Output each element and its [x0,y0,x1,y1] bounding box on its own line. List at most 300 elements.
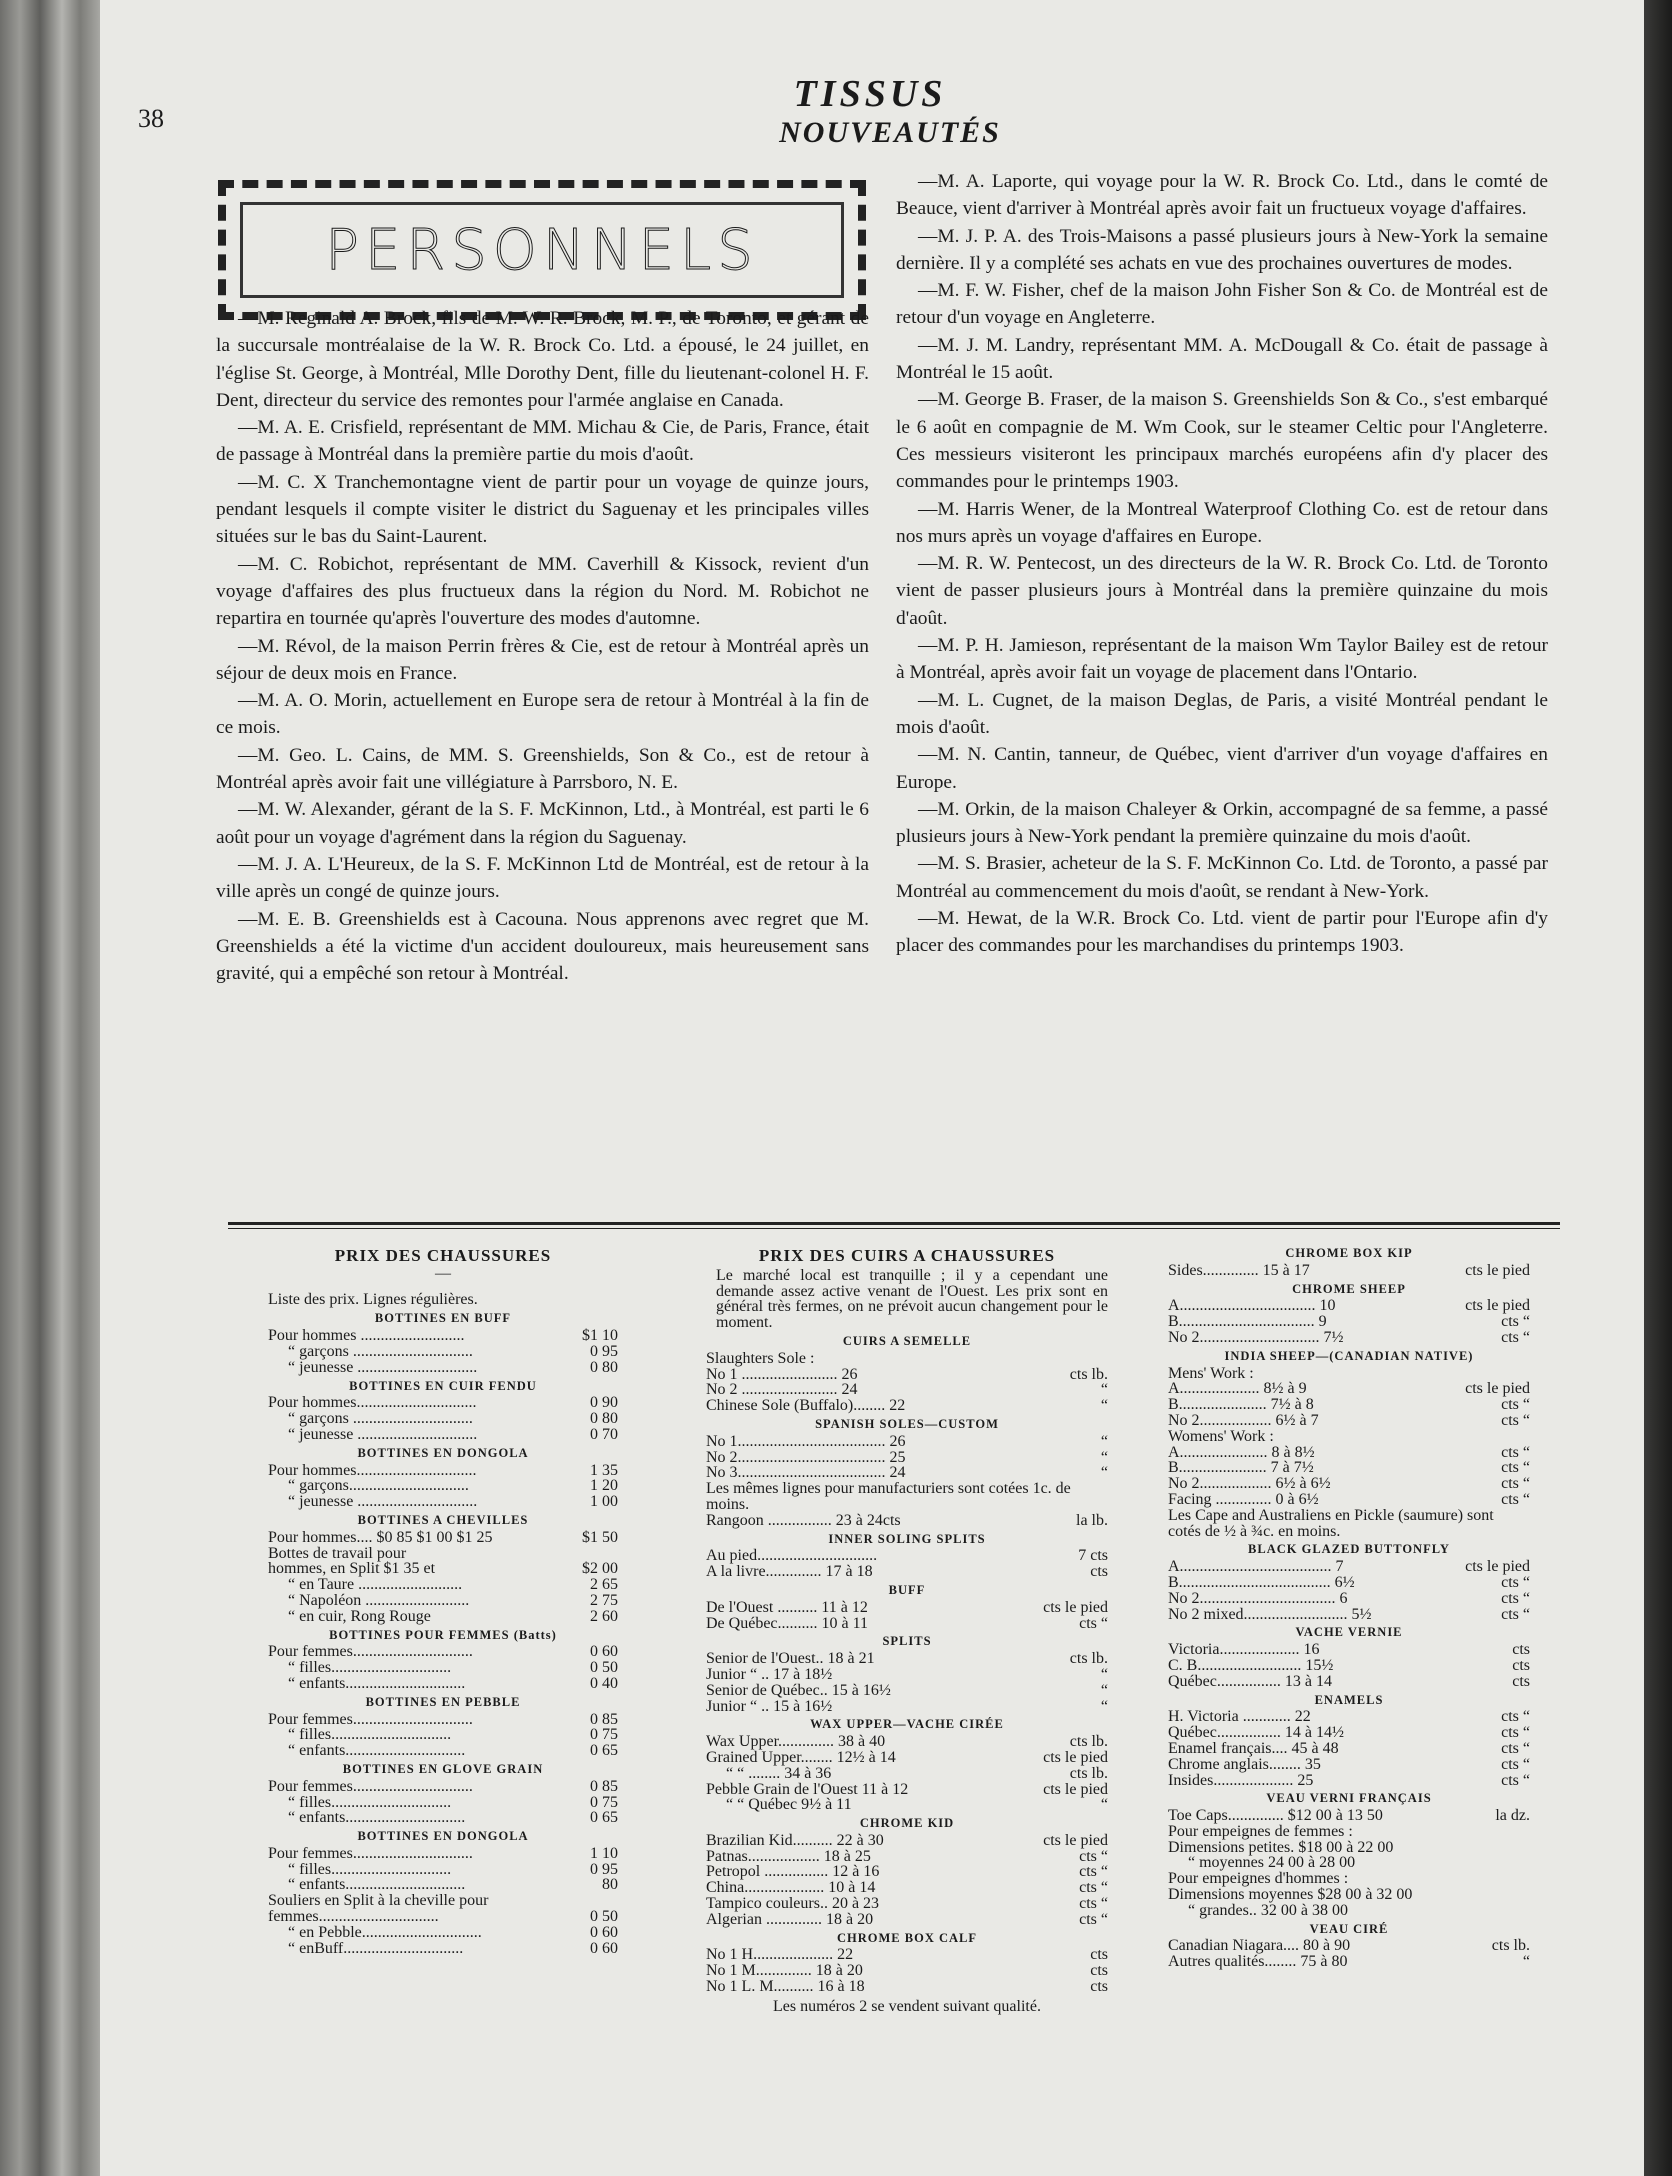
price-item: Canadian Niagara.... 80 à 90 [1168,1937,1351,1955]
price-value: cts le pied [1043,1780,1108,1798]
price-section-heading: SPLITS [882,1634,932,1649]
price-row [1168,1591,1530,1607]
price-item: No 1 H.................... 22 [706,1946,854,1964]
price-row [1168,1330,1530,1346]
news-item: —M. L. Cugnet, de la maison Deglas, de Paris, a visité Montréal pendant le mois d'août. [896,689,1548,738]
news-item: —M. R. W. Pentecost, un des directeurs de la W. R. Brock Co. Ltd. de Toronto vient de passer plusieurs jours à Montréal dans la première quinzaine du mois d'août. [896,553,1548,629]
price-section-heading: BUFF [888,1582,926,1597]
price-item: B.................................. 9 [1168,1313,1327,1331]
shoe-prices-title: PRIX DES CHAUSSURES [334,1246,552,1265]
price-row [1168,1314,1530,1330]
price-row [1168,1824,1530,1840]
price-row [268,1862,618,1878]
price-row [268,1328,618,1344]
price-row [1168,1508,1530,1540]
book-binding [0,0,100,2176]
price-value: $1 10 [582,1327,618,1345]
news-item: —M. C. X Tranchemontagne vient de partir pour un voyage de quinze jours, pendant lesquels il compte visiter le district du Saguenay et les principales villes situées sur le bas du Saint-Laurent. [216,471,869,548]
news-item: —M. George B. Fraser, de la maison S. Greenshields Son & Co., s'est embarqué le 6 août en compagnie de M. Wm Cook, sur le steamer Celtic pour l'Angleterre. Ces messieurs visiteront les principaux marchés européens afin d'y placer des commandes pour le printemps 1903. [896,389,1548,493]
price-row [1168,1773,1530,1789]
masthead-line2: NOUVEAUTÉS [779,116,1001,149]
price-item: No 2 ........................ 24 [706,1381,858,1399]
price-row [268,1810,618,1826]
price-section-heading: BOTTINES EN BUFF [374,1311,512,1326]
price-row [1168,1871,1530,1887]
price-value: “ [1100,1796,1108,1814]
price-value: 0 60 [590,1923,618,1941]
price-item: A...................... 8 à 8½ [1168,1443,1315,1461]
price-row [268,1893,618,1909]
price-row [706,1963,1108,1979]
price-row [706,1651,1108,1667]
price-value: 0 90 [590,1394,618,1412]
price-item: Pour empeignes de femmes : [1168,1822,1353,1840]
price-value: cts “ [1501,1573,1530,1591]
price-row [706,1782,1108,1798]
price-section-heading: BLACK GLAZED BUTTONFLY [1248,1542,1450,1557]
price-row [706,1864,1108,1880]
price-row [268,1577,618,1593]
price-value: “ [1100,1464,1108,1482]
price-item: hommes, en Split $1 35 et [268,1560,436,1578]
price-row [706,1465,1108,1481]
price-item: Les mêmes lignes pour manufacturiers sont cotées 1c. de moins. [706,1480,1071,1513]
news-item: —M. Harris Wener, de la Montreal Waterproof Clothing Co. est de retour dans nos murs après un voyage d'affaires en Europe. [896,498,1548,547]
price-row [706,1766,1108,1782]
leather-prices-table [706,1248,1108,2015]
price-section-heading: CHROME BOX KIP [1285,1246,1413,1260]
price-row [1168,1298,1530,1314]
price-value: cts [1512,1641,1530,1659]
price-value: cts “ [1501,1755,1530,1773]
price-value: 0 75 [590,1726,618,1744]
price-item: “ enfants.............................. [288,1742,466,1760]
price-value: 2 60 [590,1607,618,1625]
price-item: No 1..................................... 26 [706,1432,906,1450]
price-row [706,1450,1108,1466]
price-row [706,1434,1108,1450]
price-item: Dimensions moyennes $28 00 à 32 00 [1168,1886,1413,1904]
price-row [1168,1903,1530,1919]
price-row [268,1743,618,1759]
price-row [1168,1674,1530,1690]
price-row [268,1478,618,1494]
price-item: Algerian .............. 18 à 20 [706,1910,874,1928]
price-item: “ filles.............................. [288,1659,452,1677]
price-item: Pour hommes.............................. [268,1461,477,1479]
price-section-heading: SPANISH SOLES—CUSTOM [815,1416,999,1431]
price-item: A la livre.............. 17 à 18 [706,1563,873,1581]
price-value: cts le pied [1043,1748,1108,1766]
price-row [706,1912,1108,1928]
price-item: “ “ Québec 9½ à 11 [726,1796,852,1814]
price-row [706,1548,1108,1564]
price-value: cts le pied [1465,1380,1530,1398]
price-item: C. B.......................... 15½ [1168,1656,1334,1674]
price-item: Pour hommes.... $0 85 $1 00 $1 25 [268,1528,493,1546]
price-value: cts “ [1079,1863,1108,1881]
price-row [268,1644,618,1660]
price-value: 0 50 [590,1659,618,1677]
price-row [1168,1938,1530,1954]
price-item: Grained Upper........ 12½ à 14 [706,1748,896,1766]
price-row [268,1925,618,1941]
price-value: “ [1100,1681,1108,1699]
price-item: “ jeunesse .............................. [288,1425,478,1443]
right-edge-shadow [1644,0,1672,2176]
price-item: Pebble Grain de l'Ouest 11 à 12 [706,1780,909,1798]
price-value: 0 75 [590,1793,618,1811]
price-item: “ jeunesse .............................. [288,1493,478,1511]
price-row [706,1896,1108,1912]
price-value: 0 65 [590,1742,618,1760]
price-value: 1 35 [590,1461,618,1479]
shoe-prices-table: PRIX DES CHAUSSURES — Liste des prix. Lignes régulières. BOTTINES EN BUFF Pour hommes .......................... $1 10 “ garçons .............................. 0 95 “ jeunesse .............................. 0 80 BOTTINES EN CUIR FENDU Pour hommes.............................. 0 90 “ garçons .............................. 0 80 “ jeunesse .............................. 0 70 BOTTINES EN DONGOLA Pour hommes.............................. 1 35 “ garçons.............................. 1 20 “ jeunesse .............................. 1 00 BOTTINES A CHEVILLES Pour hommes.... $0 85 $1 00 $1 25 $1 50 Bottes de travail pour hommes, en Split $1 35 et $2 00 “ en Taure .......................... 2 65 “ Napoléon .......................... 2 75 “ en cuir, Rong Rouge 2 60 BOTTINES POUR FEMMES (Batts) Pour femmes.............................. 0 60 “ filles.............................. 0 50 “ enfants.............................. 0 40 BOTTINES EN PEBBLE Pour femmes.............................. 0 85 “ filles.............................. 0 75 “ enfants.............................. 0 65 BOTTINES EN GLOVE GRAIN Pour femmes.............................. 0 85 “ filles.............................. 0 75 “ enfants.............................. 0 65 BOTTINES EN DONGOLA Pour femmes.............................. 1 10 “ filles.............................. 0 95 “ enfants.............................. 80 Souliers en Split à la cheville pour femmes.............................. 0 50 “ en Pebble.............................. 0 60 “ enBuff.............................. 0 60 [268,1246,618,1957]
price-section-heading: INNER SOLING SPLITS [828,1531,986,1546]
price-section-heading: WAX UPPER—VACHE CIRÉE [810,1717,1004,1732]
price-row [1168,1840,1530,1856]
price-row [268,1676,618,1692]
price-row [706,1398,1108,1414]
price-value: 0 80 [590,1410,618,1428]
price-row [268,1561,618,1577]
price-row [268,1779,618,1795]
price-section-heading: BOTTINES EN CUIR FENDU [349,1378,537,1393]
price-item: Wax Upper.............. 38 à 40 [706,1733,886,1751]
price-item: “ garçons .............................. [288,1410,473,1428]
price-section-heading: ENAMELS [1314,1692,1384,1707]
price-value: 80 [602,1876,618,1894]
price-row [268,1360,618,1376]
price-item: No 2.................. 6½ à 6½ [1168,1475,1331,1493]
price-row [1168,1366,1530,1382]
price-item: Junior “ .. 17 à 18½ [706,1665,833,1683]
price-row [706,1513,1108,1529]
price-row [268,1941,618,1957]
news-item: —M. Révol, de la maison Perrin frères & Cie, est de retour à Montréal après un séjour de deux mois en France. [216,635,869,684]
price-row [1168,1709,1530,1725]
price-value: 0 80 [590,1358,618,1376]
price-value: cts le pied [1465,1297,1530,1315]
price-value: 0 95 [590,1342,618,1360]
price-item: No 2.............................. 7½ [1168,1328,1344,1346]
price-item: Pour femmes.............................. [268,1777,473,1795]
price-value: cts “ [1079,1910,1108,1928]
price-value: “ [1100,1381,1108,1399]
price-row [268,1427,618,1443]
price-value: 0 40 [590,1674,618,1692]
price-value: cts lb. [1069,1764,1108,1782]
price-row [706,1947,1108,1963]
price-item: Senior de l'Ouest.. 18 à 21 [706,1650,875,1668]
price-value: cts le pied [1465,1558,1530,1576]
price-row [268,1609,618,1625]
price-item: Pour femmes.............................. [268,1643,473,1661]
price-value: cts “ [1079,1614,1108,1632]
price-value: 0 60 [590,1939,618,1957]
price-row [268,1660,618,1676]
price-item: B...................................... 6½ [1168,1573,1355,1591]
price-value: cts “ [1079,1895,1108,1913]
news-item: —M. J. M. Landry, représentant MM. A. McDougall & Co. était de passage à Montréal le 15 août. [896,334,1548,384]
price-item: “ enfants.............................. [288,1876,466,1894]
price-row [268,1877,618,1893]
price-value: cts [1090,1962,1108,1980]
price-value: cts le pied [1043,1598,1108,1616]
price-row [1168,1460,1530,1476]
price-row [706,1481,1108,1513]
chrome-prices-table [1168,1243,1530,1970]
price-row [268,1546,618,1562]
price-row [706,1979,1108,1995]
price-item: “ en cuir, Rong Rouge [288,1607,431,1625]
price-value: $1 50 [582,1528,618,1546]
price-section-heading: INDIA SHEEP—(CANADIAN NATIVE) [1224,1348,1474,1363]
price-value: 0 50 [590,1908,618,1926]
price-value: $2 00 [582,1560,618,1578]
section-heading-inner [240,202,844,298]
price-row [1168,1575,1530,1591]
price-item: Victoria.................... 16 [1168,1641,1320,1659]
price-item: Les Cape and Australiens en Pickle (saumure) sont cotés de ½ à ¾c. en moins. [1168,1506,1494,1540]
price-row [1168,1413,1530,1429]
price-row [1168,1954,1530,1970]
price-item: Slaughters Sole : [706,1349,815,1367]
price-section-heading: VEAU VERNI FRANÇAIS [1266,1791,1432,1806]
news-item: —M. C. Robichot, représentant de MM. Caverhill & Kissock, revient d'un voyage d'affaires des plus fructueux dans la région du Nord. M. Robichot ne repartira en tournée qu'après l'ouverture des modes d'automne. [216,553,869,630]
price-row [1168,1855,1530,1871]
news-item: —M. S. Brasier, acheteur de la S. F. McKinnon Co. Ltd. de Toronto, a passé par Montréal au commencement du mois d'août, se rendant à New-York. [896,853,1548,902]
price-row [1168,1725,1530,1741]
price-row [706,1833,1108,1849]
price-row [706,1683,1108,1699]
price-value: cts “ [1501,1475,1530,1493]
price-item: “ garçons.............................. [288,1477,469,1495]
price-row [1168,1381,1530,1397]
price-value: cts “ [1079,1847,1108,1865]
price-row [1168,1642,1530,1658]
price-value: “ [1522,1953,1530,1971]
price-row [706,1382,1108,1398]
price-row [706,1367,1108,1383]
right-column [896,168,1548,960]
price-section-heading: CUIRS A SEMELLE [842,1333,972,1348]
price-value: cts lb. [1491,1937,1530,1955]
price-item: Patnas.................. 18 à 25 [706,1847,871,1865]
price-item: “ en Pebble.............................. [288,1923,482,1941]
section-divider-thin [228,1228,1560,1229]
price-row [1168,1658,1530,1674]
news-item: —M. Reginald A. Brock, fils de M. W. R. Brock, M. P., de Toronto, et gérant de la succursale montréalaise de la W. R. Brock Co. Ltd. a épousé, le 24 juillet, en l'église St. George, à Montréal, Mlle Dorothy Dent, fille du lieutenant-colonel H. F. Dent, directeur du service des remontes pour l'armée anglaise en Canada. [216,308,869,411]
news-item: —M. Hewat, de la W.R. Brock Co. Ltd. vient de partir pour l'Europe afin d'y placer des commandes pour les marchandises du printemps 1903. [896,908,1548,957]
price-row [1168,1397,1530,1413]
price-value: cts [1090,1563,1108,1581]
price-value: cts “ [1501,1328,1530,1346]
price-value: cts “ [1501,1411,1530,1429]
price-value: cts “ [1501,1708,1530,1726]
price-value: 7 cts [1078,1547,1108,1565]
price-value: 1 10 [590,1844,618,1862]
price-row [1168,1808,1530,1824]
price-item: Enamel français.... 45 à 48 [1168,1739,1339,1757]
price-value: 0 70 [590,1425,618,1443]
price-row [268,1530,618,1546]
price-value: 0 65 [590,1809,618,1827]
leather-prices-footer: Les numéros 2 se vendent suivant qualité. [773,1997,1041,2015]
price-item: Junior “ .. 15 à 16½ [706,1697,833,1715]
price-value: cts [1512,1672,1530,1690]
price-section-heading: CHROME BOX CALF [837,1930,977,1945]
price-value: cts [1090,1978,1108,1996]
price-section-heading: BOTTINES POUR FEMMES (Batts) [329,1627,557,1642]
price-item: “ grandes.. 32 00 à 38 00 [1188,1901,1348,1919]
price-item: “ filles.............................. [288,1860,452,1878]
price-item: Tampico couleurs.. 20 à 23 [706,1895,880,1913]
price-item: “ en Taure .......................... [288,1576,463,1594]
price-value: cts “ [1501,1739,1530,1757]
price-row [706,1734,1108,1750]
leather-prices-note: Le marché local est tranquille ; il y a cependant une demande assez active venant de l'Ouest. Les prix sont en général très fermes, on ne prévoit aucun changement pour le moment. [716,1266,1108,1332]
price-value: “ [1100,1448,1108,1466]
news-item: —M. J. A. L'Heureux, de la S. F. McKinnon Ltd de Montréal, est de retour à la ville après un congé de quinze jours. [216,853,869,903]
price-row [268,1846,618,1862]
price-row [706,1797,1108,1813]
price-item: Québec................ 13 à 14 [1168,1672,1332,1690]
price-item: Pour femmes.............................. [268,1844,473,1862]
price-item: Dimensions petites. $18 00 à 22 00 [1168,1838,1394,1856]
price-item: Rangoon ................ 23 à 24cts [706,1511,901,1529]
price-row [268,1494,618,1510]
price-row [268,1727,618,1743]
section-heading: PERSONNELS [325,217,759,283]
price-row [268,1463,618,1479]
price-row [706,1616,1108,1632]
price-item: “ Napoléon .......................... [288,1591,470,1609]
section-heading-frame [218,180,866,320]
price-value: cts “ [1501,1589,1530,1607]
left-column [216,305,869,987]
price-item: No 2.................. 6½ à 7 [1168,1411,1319,1429]
price-value: cts “ [1079,1879,1108,1897]
price-item: “ enBuff.............................. [288,1939,464,1957]
price-value: “ [1100,1432,1108,1450]
price-item: Québec................ 14 à 14½ [1168,1724,1344,1742]
price-value: cts lb. [1069,1650,1108,1668]
chrome-prices-body [1168,1246,1530,1970]
price-row [268,1411,618,1427]
price-section-heading: BOTTINES EN GLOVE GRAIN [342,1761,544,1776]
news-item: —M. A. Laporte, qui voyage pour la W. R. Brock Co. Ltd., dans le comté de Beauce, vient d'arriver à Montréal après avoir fait un fructueux voyage d'affaires. [896,171,1548,220]
price-row [1168,1887,1530,1903]
news-item: —M. A. O. Morin, actuellement en Europe sera de retour à Montréal à la fin de ce mois. [216,690,869,739]
price-section-heading: VACHE VERNIE [1295,1625,1403,1640]
price-row [1168,1492,1530,1508]
price-row [706,1699,1108,1715]
price-row [268,1909,618,1925]
price-value: cts “ [1501,1313,1530,1331]
price-value: cts “ [1501,1605,1530,1623]
price-section-heading: BOTTINES A CHEVILLES [357,1512,529,1527]
price-value: 1 00 [590,1493,618,1511]
price-item: Toe Caps.............. $12 00 à 13 50 [1168,1807,1383,1825]
price-row [268,1593,618,1609]
price-value: cts “ [1501,1724,1530,1742]
leather-prices-title: PRIX DES CUIRS A CHAUSSURES [758,1246,1056,1265]
price-section-heading: BOTTINES EN PEBBLE [365,1694,521,1709]
news-item: —M. Orkin, de la maison Chaleyer & Orkin, accompagné de sa femme, a passé plusieurs jours à New-York pendant la première quinzaine du mois d'août. [896,798,1548,848]
price-value: “ [1100,1697,1108,1715]
price-row [706,1667,1108,1683]
price-item: Autres qualités........ 75 à 80 [1168,1953,1348,1971]
price-value: cts “ [1501,1459,1530,1477]
price-item: Facing .............. 0 à 6½ [1168,1490,1319,1508]
price-row [1168,1559,1530,1575]
price-row [268,1395,618,1411]
price-value: cts “ [1501,1443,1530,1461]
price-row [1168,1429,1530,1445]
news-item: —M. P. H. Jamieson, représentant de la maison Wm Taylor Bailey est de retour à Montréal, après avoir fait un voyage de placement dans l'Ontario. [896,635,1548,684]
price-item: Chinese Sole (Buffalo)........ 22 [706,1397,906,1415]
shoe-prices-subtitle: Liste des prix. Lignes régulières. [268,1290,478,1308]
price-section-heading: BOTTINES EN DONGOLA [357,1829,529,1844]
price-row [1168,1445,1530,1461]
price-row [706,1600,1108,1616]
price-item: “ filles.............................. [288,1726,452,1744]
price-item: No 1 M.............. 18 à 20 [706,1962,863,1980]
price-value: la dz. [1495,1807,1530,1825]
price-item: Au pied.............................. [706,1547,878,1565]
price-item: Chrome anglais........ 35 [1168,1755,1321,1773]
price-item: A.................................. 10 [1168,1297,1336,1315]
leather-prices-body [706,1334,1108,1995]
price-item: De l'Ouest .......... 11 à 12 [706,1598,868,1616]
price-item: “ enfants.............................. [288,1674,466,1692]
price-item: Pour hommes.............................. [268,1394,477,1412]
price-value: 2 65 [590,1576,618,1594]
price-item: Senior de Québec.. 15 à 16½ [706,1681,891,1699]
news-item: —M. N. Cantin, tanneur, de Québec, vient d'arriver d'un voyage d'affaires en Europe. [896,744,1548,793]
news-item: —M. A. E. Crisfield, représentant de MM. Michau & Cie, de Paris, France, était de passage à Montréal dans la première partie du mois d'août. [216,417,869,466]
price-value: cts [1090,1946,1108,1964]
price-value: cts le pied [1465,1261,1530,1279]
price-item: Insides.................... 25 [1168,1771,1314,1789]
price-row [268,1795,618,1811]
shoe-prices-body [268,1311,618,1956]
price-item: Womens' Work : [1168,1427,1274,1445]
price-value: 0 95 [590,1860,618,1878]
price-row [1168,1607,1530,1623]
price-value: cts [1512,1656,1530,1674]
price-value: cts le pied [1043,1831,1108,1849]
price-row [1168,1757,1530,1773]
price-item: No 3..................................... 24 [706,1464,906,1482]
price-row [706,1351,1108,1367]
price-row [1168,1741,1530,1757]
price-row [1168,1263,1530,1279]
price-item: H. Victoria ............ 22 [1168,1708,1311,1726]
price-item: B...................... 7½ à 8 [1168,1396,1314,1414]
price-row [706,1564,1108,1580]
price-item: femmes.............................. [268,1908,439,1926]
price-item: “ moyennes 24 00 à 28 00 [1188,1854,1356,1872]
price-value: “ [1100,1397,1108,1415]
price-item: No 1 ........................ 26 [706,1365,858,1383]
price-item: De Québec.......... 10 à 11 [706,1614,869,1632]
price-value: cts lb. [1069,1733,1108,1751]
news-item: —M. Geo. L. Cains, de MM. S. Greenshields, Son & Co., est de retour à Montréal après avoir fait une villégiature à Parrsboro, N. E. [216,744,869,794]
price-item: “ enfants.............................. [288,1809,466,1827]
price-value: la lb. [1076,1511,1108,1529]
